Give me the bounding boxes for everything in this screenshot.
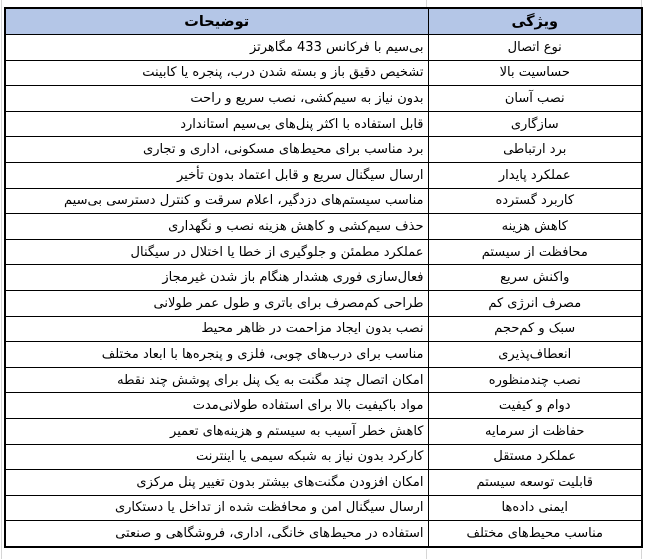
description-cell[interactable]: مواد باکیفیت بالا برای استفاده طولانی‌مدت <box>5 393 428 419</box>
table-row <box>5 290 642 316</box>
description-cell[interactable]: کارکرد بدون نیاز به شبکه سیمی یا اینترنت <box>5 444 428 470</box>
description-cell[interactable]: امکان اتصال چند مگنت به یک پنل برای پوشش چند نقطه <box>5 367 428 393</box>
description-cell[interactable]: طراحی کم‌مصرف برای باتری و طول عمر طولانی <box>5 290 428 316</box>
table-row <box>5 470 642 496</box>
description-cell[interactable]: تشخیص دقیق باز و بسته شدن درب، پنجره یا کابینت <box>5 60 428 86</box>
feature-cell[interactable]: نصب آسان <box>428 86 642 112</box>
feature-cell[interactable]: دوام و کیفیت <box>428 393 642 419</box>
table-row <box>5 418 642 444</box>
description-cell[interactable]: قابل استفاده با اکثر پنل‌های بی‌سیم استاندارد <box>5 111 428 137</box>
table-row <box>5 444 642 470</box>
table-row <box>5 214 642 240</box>
gridline-bottom-middle <box>426 549 427 559</box>
table-row <box>5 35 642 61</box>
gridline-left <box>1 0 2 559</box>
feature-cell[interactable]: برد ارتباطی <box>428 137 642 163</box>
description-cell[interactable]: نصب بدون ایجاد مزاحمت در ظاهر محیط <box>5 316 428 342</box>
table-row <box>5 393 642 419</box>
table-body <box>5 35 642 548</box>
description-cell[interactable]: برد مناسب برای محیط‌های مسکونی، اداری و تجاری <box>5 137 428 163</box>
table-row <box>5 111 642 137</box>
header-row <box>5 8 642 35</box>
header-cell-feature[interactable]: ویژگی <box>428 8 642 35</box>
description-cell[interactable]: حذف سیم‌کشی و کاهش هزینه نصب و نگهداری <box>5 214 428 240</box>
header-cell-descriptions[interactable]: توضیحات <box>5 8 428 35</box>
description-cell[interactable]: ارسال سیگنال امن و محافظت شده از تداخل یا دستکاری <box>5 495 428 521</box>
description-cell[interactable]: بدون نیاز به سیم‌کشی، نصب سریع و راحت <box>5 86 428 112</box>
table-row <box>5 188 642 214</box>
gridline-top-right <box>641 0 642 7</box>
description-cell[interactable]: فعال‌سازی فوری هشدار هنگام باز شدن غیرمجاز <box>5 265 428 291</box>
table-row <box>5 265 642 291</box>
feature-cell[interactable]: واکنش سریع <box>428 265 642 291</box>
feature-cell[interactable]: سازگاری <box>428 111 642 137</box>
table-row <box>5 521 642 547</box>
description-cell[interactable]: عملکرد مطمئن و جلوگیری از خطا یا اختلال در سیگنال <box>5 239 428 265</box>
table-row <box>5 162 642 188</box>
feature-cell[interactable]: عملکرد پایدار <box>428 162 642 188</box>
description-cell[interactable]: مناسب برای درب‌های چوبی، فلزی و پنجره‌ها با ابعاد مختلف <box>5 342 428 368</box>
feature-cell[interactable]: حساسیت بالا <box>428 60 642 86</box>
table-row <box>5 137 642 163</box>
feature-cell[interactable]: ایمنی داده‌ها <box>428 495 642 521</box>
feature-cell[interactable]: سبک و کم‌حجم <box>428 316 642 342</box>
description-cell[interactable]: امکان افزودن مگنت‌های بیشتر بدون تغییر پنل مرکزی <box>5 470 428 496</box>
description-cell[interactable]: مناسب سیستم‌های دزدگیر، اعلام سرقت و کنترل دسترسی بی‌سیم <box>5 188 428 214</box>
gridline-top-middle <box>426 0 427 7</box>
table-row <box>5 239 642 265</box>
feature-cell[interactable]: کاهش هزینه <box>428 214 642 240</box>
features-table <box>4 7 643 548</box>
feature-cell[interactable]: قابلیت توسعه سیستم <box>428 470 642 496</box>
feature-cell[interactable]: حفاظت از سرمایه <box>428 418 642 444</box>
description-cell[interactable]: استفاده در محیط‌های خانگی، اداری، فروشگاهی و صنعتی <box>5 521 428 547</box>
feature-cell[interactable]: نصب چندمنظوره <box>428 367 642 393</box>
feature-cell[interactable]: انعطاف‌پذیری <box>428 342 642 368</box>
feature-cell[interactable]: مصرف انرژی کم <box>428 290 642 316</box>
description-cell[interactable]: ارسال سیگنال سریع و قابل اعتماد بدون تأخیر <box>5 162 428 188</box>
description-cell[interactable]: کاهش خطر آسیب به سیستم و هزینه‌های تعمیر <box>5 418 428 444</box>
feature-cell[interactable]: عملکرد مستقل <box>428 444 642 470</box>
table-row <box>5 367 642 393</box>
feature-cell[interactable]: کاربرد گسترده <box>428 188 642 214</box>
table-row <box>5 495 642 521</box>
table-row <box>5 86 642 112</box>
feature-cell[interactable]: محافظت از سیستم <box>428 239 642 265</box>
table-row <box>5 316 642 342</box>
gridline-bottom-right <box>641 549 642 559</box>
feature-cell[interactable]: مناسب محیط‌های مختلف <box>428 521 642 547</box>
description-cell[interactable]: بی‌سیم با فرکانس 433 مگاهرتز <box>5 35 428 61</box>
table-row <box>5 342 642 368</box>
table-row <box>5 60 642 86</box>
feature-cell[interactable]: نوع اتصال <box>428 35 642 61</box>
